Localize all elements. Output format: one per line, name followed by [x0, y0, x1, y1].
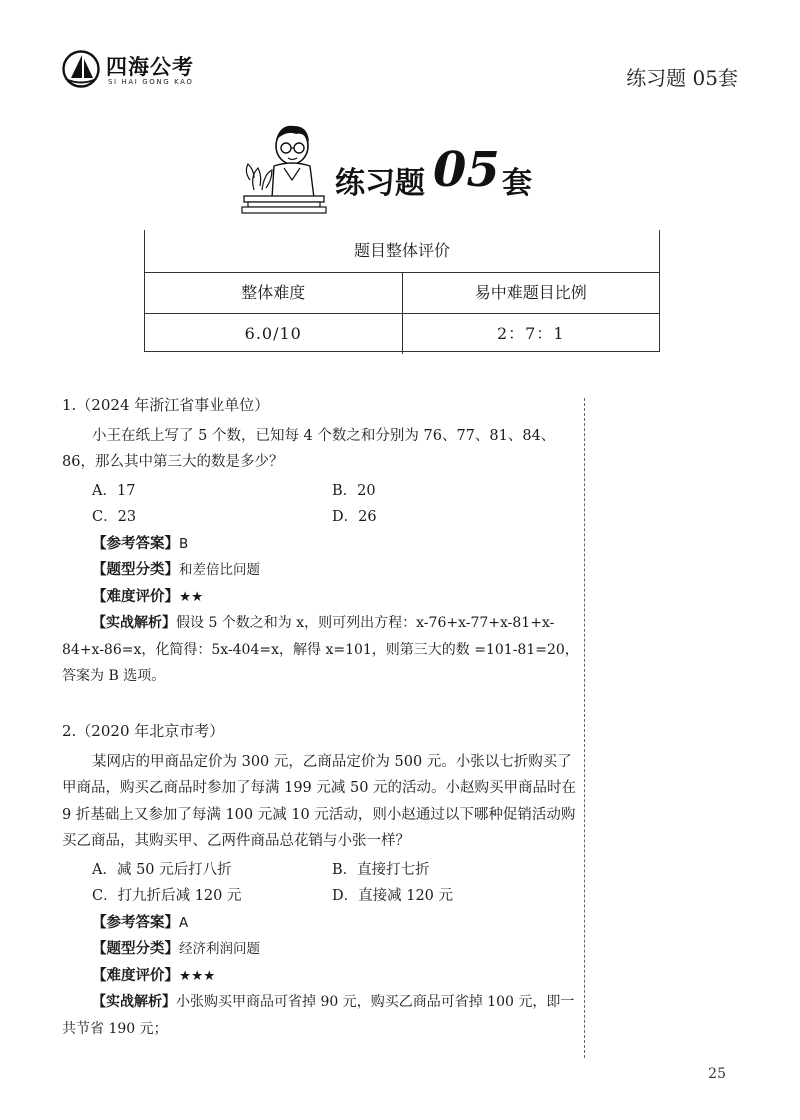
option-b: B．直接打七折: [332, 861, 430, 878]
analysis-line: [62, 610, 582, 690]
answer-value: B: [179, 535, 189, 552]
evaluation-header-row: [145, 273, 659, 314]
sailboat-logo-icon: [62, 50, 100, 88]
question-body: 某网店的甲商品定价为 300 元，乙商品定价为 500 元。小张以七折购买了甲商品，购买乙商品时参加了每满 199 元减 50 元的活动。小赵购买甲商品时在 9 折基础上又参加了每满 100 元减 10 元活动，则小赵通过以下哪种促销活动购买乙商品，其购买甲、乙两件商品总花销与小张一样？: [62, 753, 577, 849]
type-line: [62, 557, 582, 584]
overall-difficulty-value: 6.0/10: [145, 314, 403, 354]
option-a: A．减 50 元后打八折: [92, 861, 232, 878]
evaluation-table: [144, 230, 660, 352]
student-cartoon-illustration: [240, 120, 328, 216]
question-options: [62, 478, 582, 531]
brand-logo: [62, 48, 232, 92]
evaluation-value-row: [145, 314, 659, 354]
type-value: 经济利润问题: [179, 941, 260, 957]
evaluation-heading: 题目整体评价: [145, 230, 659, 273]
analysis-text: 假设 5 个数之和为 x，则可列出方程：x-76+x-77+x-81+x-84+x-86=x，化简得：5x-404=x，解得 x=101，则第三大的数 =101-81=20，答案为 B 选项。: [62, 615, 579, 684]
page-title-prefix: 练习题: [335, 166, 425, 201]
set-label: 练习题 05套: [626, 66, 738, 90]
answer-value: A: [179, 914, 189, 931]
difficulty-tag: 【难度评价】: [92, 588, 179, 605]
answer-tag: 【参考答案】: [92, 535, 179, 552]
brand-subtitle: SI HAI GONG KAO: [108, 78, 194, 86]
option-a: A．17: [92, 482, 136, 499]
question-1: [62, 392, 582, 690]
question-heading: 2.（2020 年北京市考）: [62, 722, 225, 740]
option-c: C．打九折后减 120 元: [92, 888, 242, 904]
answer-line: [62, 910, 582, 937]
option-d: D．26: [332, 509, 377, 525]
page-title-suffix: 套: [502, 166, 532, 201]
question-heading: 1.（2024 年浙江省事业单位）: [62, 396, 270, 414]
question-body: 小王在纸上写了 5 个数，已知每 4 个数之和分别为 76、77、81、84、86，那么其中第三大的数是多少？: [62, 427, 556, 470]
option-b: B．20: [332, 482, 376, 499]
title-block: [240, 120, 540, 220]
type-tag: 【题型分类】: [92, 562, 179, 578]
option-c: C．23: [92, 509, 137, 525]
overall-difficulty-label: 整体难度: [145, 273, 403, 313]
question-options: [62, 857, 582, 910]
difficulty-line: [62, 584, 582, 611]
brand-name: 四海公考: [106, 55, 194, 79]
difficulty-line: [62, 963, 582, 990]
analysis-line: [62, 989, 582, 1042]
difficulty-stars: ★★★: [179, 967, 216, 984]
difficulty-stars: ★★: [179, 588, 204, 605]
analysis-tag: 【实战解析】: [92, 994, 176, 1010]
type-tag: 【题型分类】: [92, 941, 179, 957]
type-value: 和差倍比问题: [179, 562, 260, 578]
page-title-number: 05: [433, 142, 500, 198]
page-number: 25: [708, 1066, 726, 1082]
question-2: [62, 718, 582, 1042]
option-d: D．直接减 120 元: [332, 888, 454, 904]
analysis-tag: 【实战解析】: [92, 615, 176, 631]
margin-guide-line: [584, 398, 585, 1058]
answer-tag: 【参考答案】: [92, 914, 179, 931]
difficulty-ratio-value: 2：7：1: [496, 324, 565, 343]
answer-line: [62, 531, 582, 558]
analysis-text: 小张购买甲商品可省掉 90 元，购买乙商品可省掉 100 元，即一共节省 190 元；: [62, 994, 575, 1037]
difficulty-ratio-label: 易中难题目比例: [474, 283, 587, 302]
difficulty-tag: 【难度评价】: [92, 967, 179, 984]
type-line: [62, 936, 582, 963]
